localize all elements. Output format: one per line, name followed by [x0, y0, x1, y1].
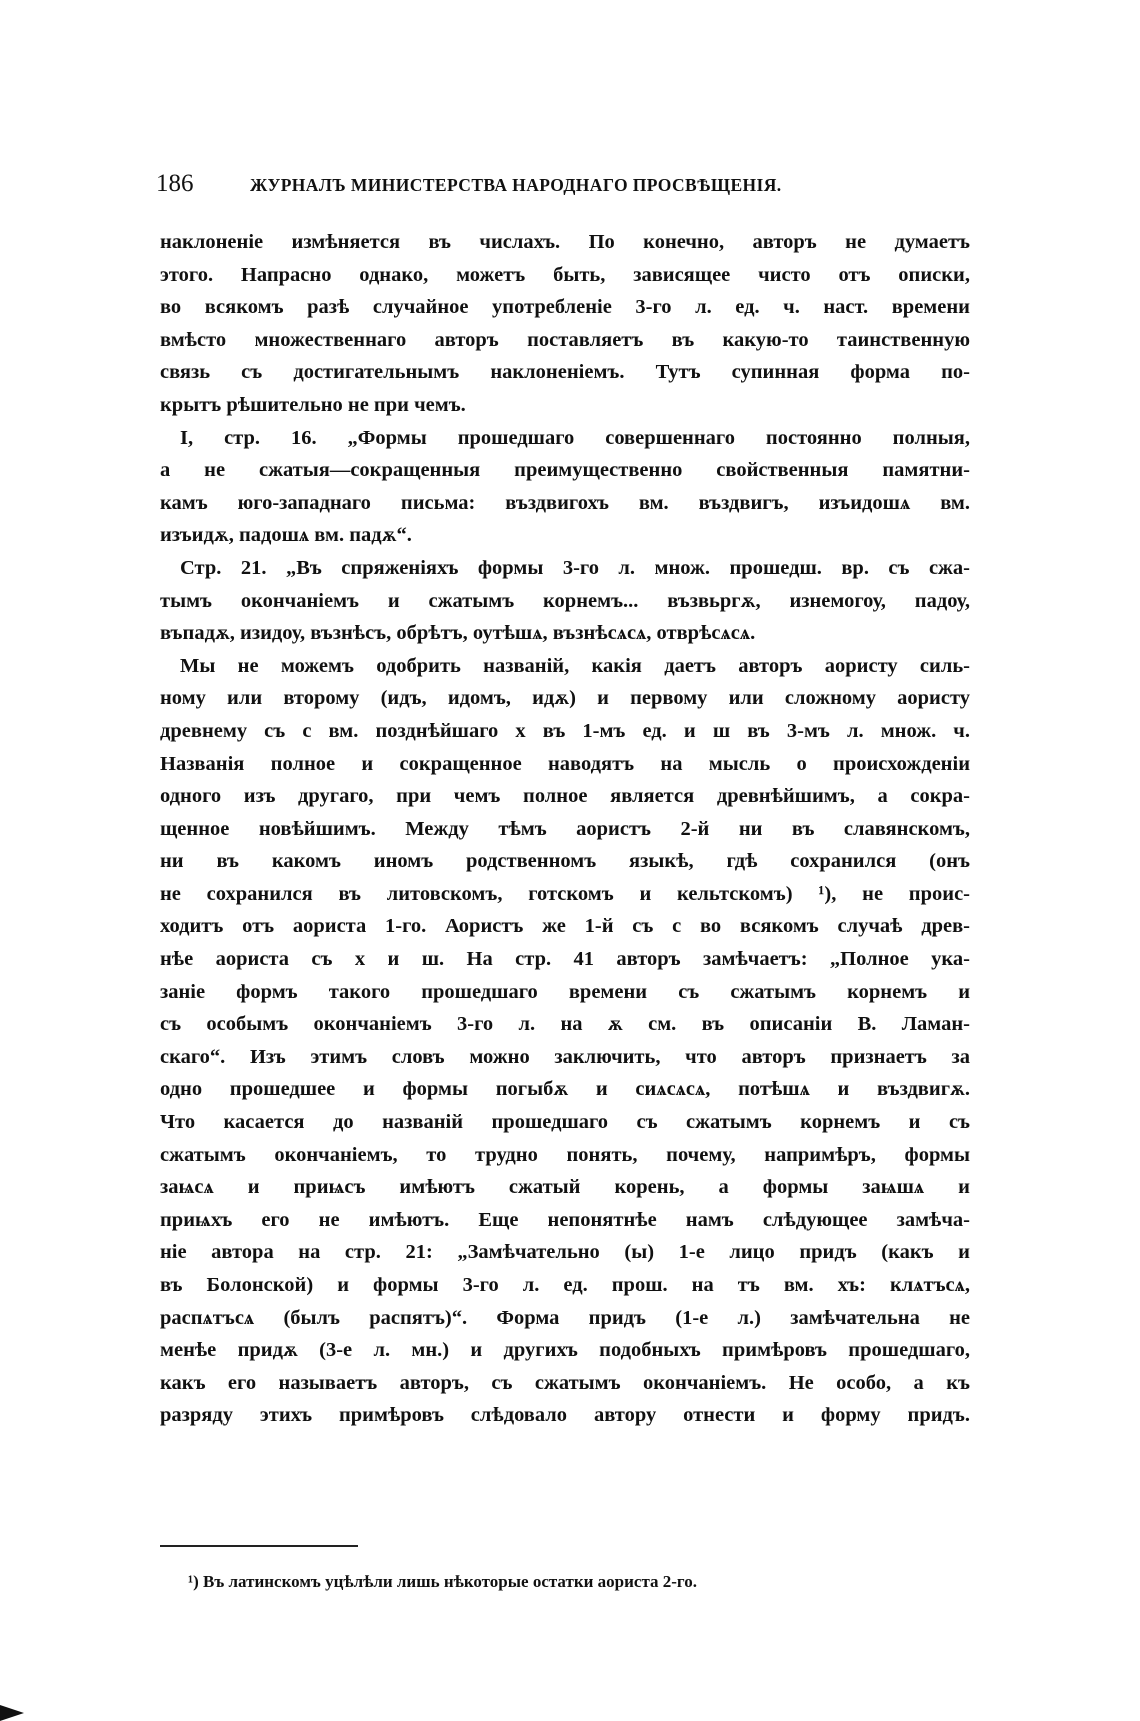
text-line: заѩсѧ и приѩсъ имѣютъ сжатый корень, а формы заѩшѧ и: [160, 1176, 970, 1199]
page-number: 186: [156, 170, 194, 197]
text-line: ни въ какомъ иномъ родственномъ языкѣ, гдѣ сохранился (онъ: [160, 850, 970, 873]
text-line: одно прошедшее и формы погыбѫ и сиѧсѧсѧ, потѣшѧ и въздвигѫ.: [160, 1078, 970, 1101]
text-line: нѣе аориста съ х и ш. На стр. 41 авторъ замѣчаетъ: „Полное ука-: [160, 948, 970, 971]
text-line: ніе автора на стр. 21: „Замѣчательно (ы) 1-е лицо придъ (какъ и: [160, 1241, 970, 1264]
text-line: сжатымъ окончаніемъ, то трудно понять, почему, напримѣръ, формы: [160, 1143, 970, 1166]
text-line: во всякомъ разѣ случайное употребленіе 3-го л. ед. ч. наст. времени: [160, 296, 970, 319]
text-line: ходитъ отъ аориста 1-го. Аористъ же 1-й съ с во всякомъ случаѣ древ-: [160, 915, 970, 938]
text-line: крытъ рѣшительно не при чемъ.: [160, 393, 466, 416]
text-line: этого. Напрасно однако, можетъ быть, зависящее чисто отъ описки,: [160, 263, 970, 286]
text-line: Что касается до названій прошедшаго съ сжатымъ корнемъ и съ: [160, 1111, 970, 1134]
text-line: а не сжатыя—сокращенныя преимущественно свойственныя памятни-: [160, 459, 970, 482]
text-line: вмѣсто множественнаго авторъ поставляетъ въ какую-то таинственную: [160, 328, 970, 351]
text-line: распѧтъсѧ (былъ распятъ)“. Форма придъ (1-е л.) замѣчательна не: [160, 1306, 970, 1329]
footnote-rule: [160, 1545, 358, 1547]
text-line: заніе формъ такого прошедшаго времени съ сжатымъ корнемъ и: [160, 980, 970, 1003]
text-line: приѩхъ его не имѣютъ. Еще непонятнѣе намъ слѣдующее замѣча-: [160, 1208, 970, 1231]
scan-corner-mark: [0, 1705, 24, 1721]
text-line: щенное новѣйшимъ. Между тѣмъ аористъ 2-й ни въ славянскомъ,: [160, 817, 970, 840]
text-line: менѣе придѫ (3-е л. мн.) и другихъ подобныхъ примѣровъ прошедшаго,: [160, 1339, 970, 1362]
text-line: въпадѫ, изидоу, възнѣсъ, обрѣтъ, оутѣшѧ, възнѣсѧсѧ, отврѣсѧсѧ.: [160, 622, 756, 645]
text-line: наклоненіе измѣняется въ числахъ. По конечно, авторъ не думаетъ: [160, 231, 970, 253]
body-text: [160, 226, 970, 1432]
text-line: не сохранился въ литовскомъ, готскомъ и кельтскомъ) ¹), не проис-: [160, 882, 970, 905]
text-line: разряду этихъ примѣровъ слѣдовало автору отнести и форму придъ.: [160, 1404, 970, 1427]
text-line: древнему съ с вм. позднѣйшаго х въ 1-мъ ед. и ш въ 3-мъ л. множ. ч.: [160, 719, 970, 742]
text-line: I, стр. 16. „Формы прошедшаго совершеннаго постоянно полныя,: [180, 426, 970, 449]
text-line: тымъ окончаніемъ и сжатымъ корнемъ... възвьргѫ, изнемогоу, падоу,: [160, 589, 970, 612]
text-line: скаго“. Изъ этимъ словъ можно заключить, что авторъ признаетъ за: [160, 1045, 970, 1068]
text-line: изъидѫ, падошѧ вм. падѫ“.: [160, 524, 412, 547]
text-line: Мы не можемъ одобрить названій, какія даетъ авторъ аористу силь-: [180, 654, 970, 677]
text-line: какъ его называетъ авторъ, съ сжатымъ окончаніемъ. Не особо, а къ: [160, 1371, 970, 1394]
text-line: Стр. 21. „Въ спряженіяхъ формы 3-го л. множ. прошедш. вр. съ сжа-: [180, 556, 970, 579]
text-line: съ особымъ окончаніемъ 3-го л. на ѫ см. въ описаніи В. Ламан-: [160, 1013, 970, 1036]
page-header: [150, 170, 970, 204]
text-line: одного изъ другаго, при чемъ полное является древнѣйшимъ, а сокра-: [160, 785, 970, 808]
text-line: связь съ достигательнымъ наклоненіемъ. Тутъ супинная форма по-: [160, 361, 970, 384]
text-line: Названія полное и сокращенное наводятъ на мысль о происхожденіи: [160, 752, 970, 775]
footnote: ¹) Въ латинскомъ уцѣлѣли лишь нѣкоторые остатки аориста 2-го.: [188, 1572, 697, 1591]
text-line: камъ юго-западнаго письма: въздвигохъ вм. въздвигъ, изъидошѧ вм.: [160, 491, 970, 514]
text-line: въ Болонской) и формы 3-го л. ед. прош. на тъ вм. хъ: клѧтъсѧ,: [160, 1274, 970, 1296]
text-line: ному или второму (идъ, идомъ, идѫ) и первому или сложному аористу: [160, 687, 970, 710]
running-title: ЖУРНАЛЪ МИНИСТЕРСТВА НАРОДНАГО ПРОСВѢЩЕНІЯ.: [250, 175, 782, 195]
